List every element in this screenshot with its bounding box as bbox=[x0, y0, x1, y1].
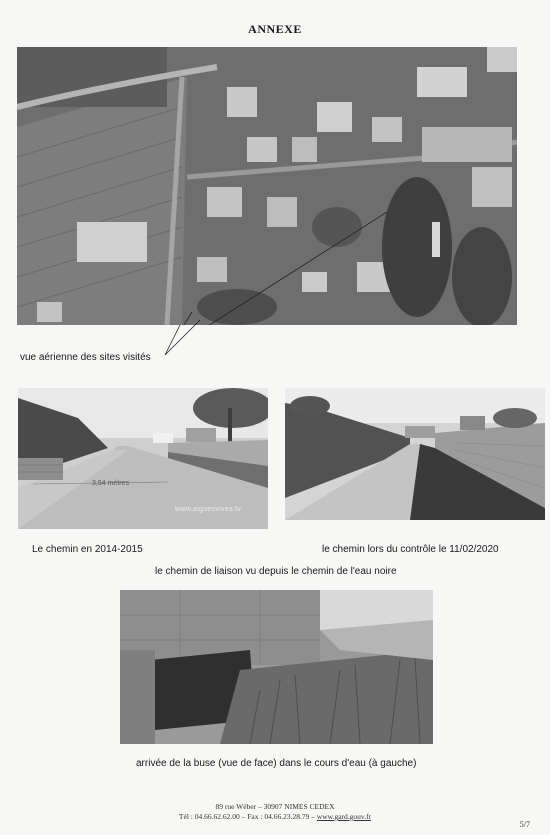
footer-address: 89 rue Wéber – 30907 NIMES CEDEX bbox=[215, 802, 335, 811]
caption-2014: Le chemin en 2014-2015 bbox=[32, 544, 143, 555]
caption-2020: le chemin lors du contrôle le 11/02/2020 bbox=[322, 544, 499, 555]
page-title: ANNEXE bbox=[248, 22, 302, 36]
aerial-caption: vue aérienne des sites visités bbox=[20, 352, 151, 363]
footer-website-link[interactable]: www.gard.gouv.fr bbox=[316, 812, 372, 821]
footer-contact bbox=[0, 812, 550, 821]
pair-caption: le chemin de liaison vu depuis le chemin de l'eau noire bbox=[155, 566, 397, 577]
culvert-caption: arrivée de la buse (vue de face) dans le cours d'eau (à gauche) bbox=[136, 758, 417, 769]
pointer-lines bbox=[150, 300, 210, 360]
width-measure-label: 3,54 mètres bbox=[92, 480, 129, 487]
footer-phone-fax: Tél : 04.66.62.62.00 – Fax : 04.66.23.28.79 – bbox=[178, 812, 315, 821]
photo-watermark: www.aiguesvives.tv bbox=[175, 506, 242, 513]
culvert-photo bbox=[120, 590, 433, 744]
page-number: 5/7 bbox=[519, 820, 530, 829]
path-photo-2020 bbox=[285, 388, 545, 520]
aerial-photo bbox=[17, 47, 517, 325]
